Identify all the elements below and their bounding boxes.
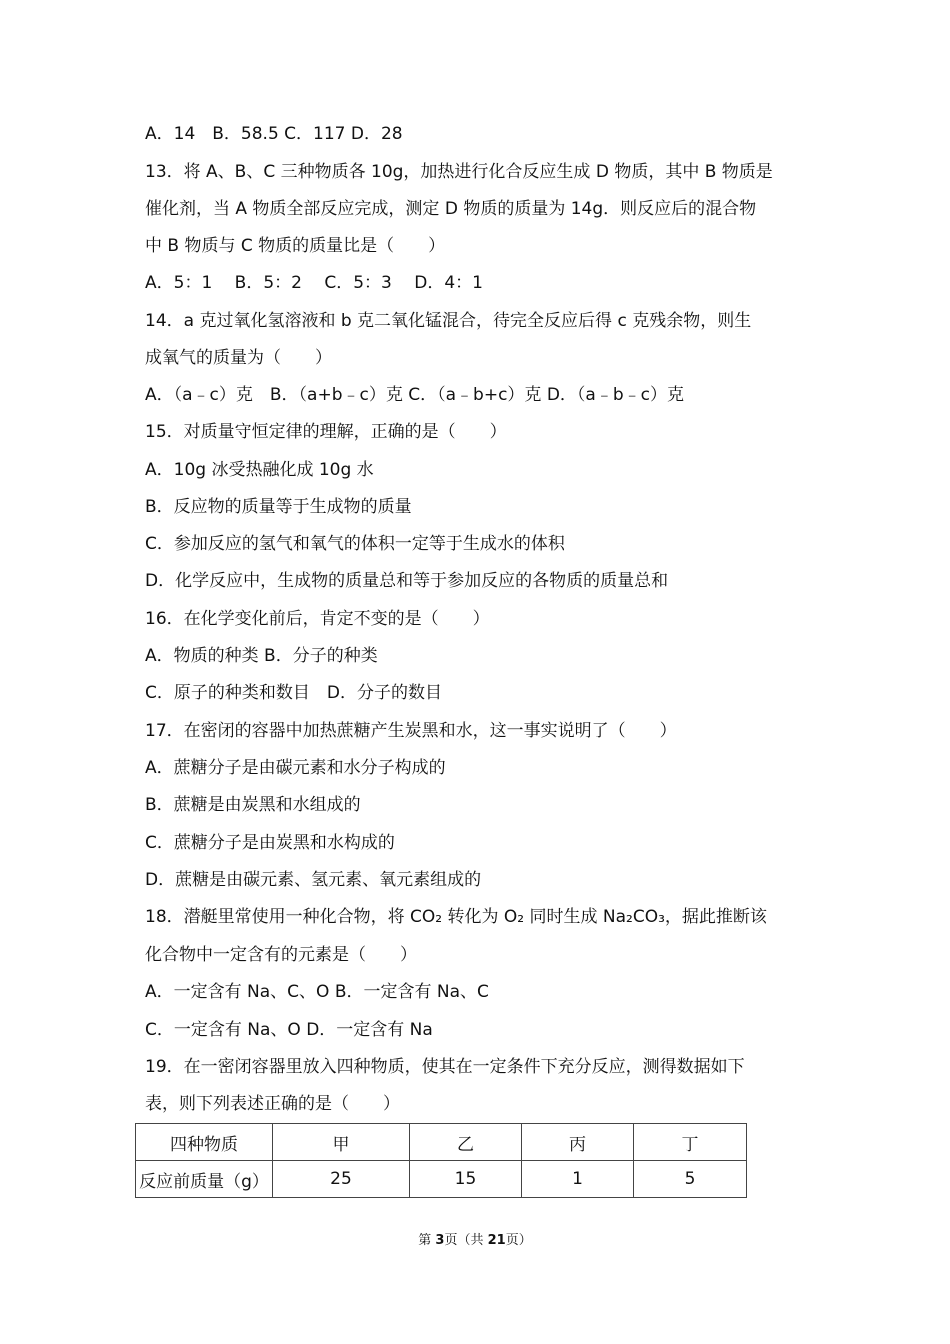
footer-suffix: 页） <box>505 1233 532 1248</box>
footer-prefix: 第 <box>418 1233 436 1248</box>
table-header-cell: 甲 <box>273 1124 410 1161</box>
option-line-q18-cd: C．一定含有 Na、O D．一定含有 Na <box>145 1020 433 1040</box>
option-q17-d: D．蔗糖是由碳元素、氢元素、氧元素组成的 <box>145 870 482 890</box>
option-line-q13: A．5：1 B．5：2 C．5：3 D．4：1 <box>145 273 483 293</box>
question-15: 15．对质量守恒定律的理解，正确的是（ ） <box>145 422 507 442</box>
table-row <box>136 1161 747 1198</box>
question-13-line-1: 13．将 A、B、C 三种物质各 10g，加热进行化合反应生成 D 物质，其中 B 物质是 <box>145 162 773 182</box>
table-cell: 反应前质量（g） <box>136 1161 273 1198</box>
question-14-line-2: 成氧气的质量为（ ） <box>145 348 332 368</box>
table-cell: 25 <box>273 1161 410 1198</box>
table-cell: 15 <box>410 1161 522 1198</box>
table-header-cell: 丁 <box>634 1124 747 1161</box>
option-q15-d: D．化学反应中，生成物的质量总和等于参加反应的各物质的质量总和 <box>145 571 669 591</box>
question-17: 17．在密闭的容器中加热蔗糖产生炭黑和水，这一事实说明了（ ） <box>145 721 677 741</box>
option-line-q16-cd: C．原子的种类和数目 D．分子的数目 <box>145 683 442 703</box>
option-line-q16-ab: A．物质的种类 B．分子的种类 <box>145 646 378 666</box>
option-line-q12: A．14 B．58.5 C．117 D．28 <box>145 124 403 144</box>
table-header-cell: 乙 <box>410 1124 522 1161</box>
question-19-line-2: 表，则下列表述正确的是（ ） <box>145 1094 400 1114</box>
option-q17-b: B．蔗糖是由炭黑和水组成的 <box>145 795 361 815</box>
question-19-line-1: 19．在一密闭容器里放入四种物质，使其在一定条件下充分反应，测得数据如下 <box>145 1057 745 1077</box>
footer-page-number: 3 <box>435 1233 445 1248</box>
page-footer <box>0 1229 950 1248</box>
option-line-q14: A．（a﹣c）克 B．（a+b﹣c）克 C．（a﹣b+c）克 D．（a﹣b﹣c）克 <box>145 385 684 405</box>
footer-total-pages: 21 <box>487 1233 506 1248</box>
table-cell: 5 <box>634 1161 747 1198</box>
table-cell: 1 <box>522 1161 634 1198</box>
table-header-cell: 丙 <box>522 1124 634 1161</box>
option-q15-c: C．参加反应的氢气和氧气的体积一定等于生成水的体积 <box>145 534 565 554</box>
data-table <box>135 1123 747 1198</box>
question-18-line-2: 化合物中一定含有的元素是（ ） <box>145 945 417 965</box>
option-q15-b: B．反应物的质量等于生成物的质量 <box>145 497 412 517</box>
footer-middle: 页（共 <box>444 1233 488 1248</box>
question-14-line-1: 14．a 克过氧化氢溶液和 b 克二氧化锰混合，待完全反应后得 c 克残余物，则生 <box>145 311 752 331</box>
option-line-q18-ab: A．一定含有 Na、C、O B．一定含有 Na、C <box>145 982 489 1002</box>
option-q15-a: A．10g 冰受热融化成 10g 水 <box>145 460 374 480</box>
table-header-cell: 四种物质 <box>136 1124 273 1161</box>
question-13-line-3: 中 B 物质与 C 物质的质量比是（ ） <box>145 236 446 256</box>
question-13-line-2: 催化剂，当 A 物质全部反应完成，测定 D 物质的质量为 14g．则反应后的混合物 <box>145 199 757 219</box>
question-16: 16．在化学变化前后，肯定不变的是（ ） <box>145 609 490 629</box>
question-18-line-1: 18．潜艇里常使用一种化合物，将 CO₂ 转化为 O₂ 同时生成 Na₂CO₃，据此推断该 <box>145 907 767 927</box>
option-q17-c: C．蔗糖分子是由炭黑和水构成的 <box>145 833 395 853</box>
table-header-row <box>136 1124 747 1161</box>
option-q17-a: A．蔗糖分子是由碳元素和水分子构成的 <box>145 758 446 778</box>
